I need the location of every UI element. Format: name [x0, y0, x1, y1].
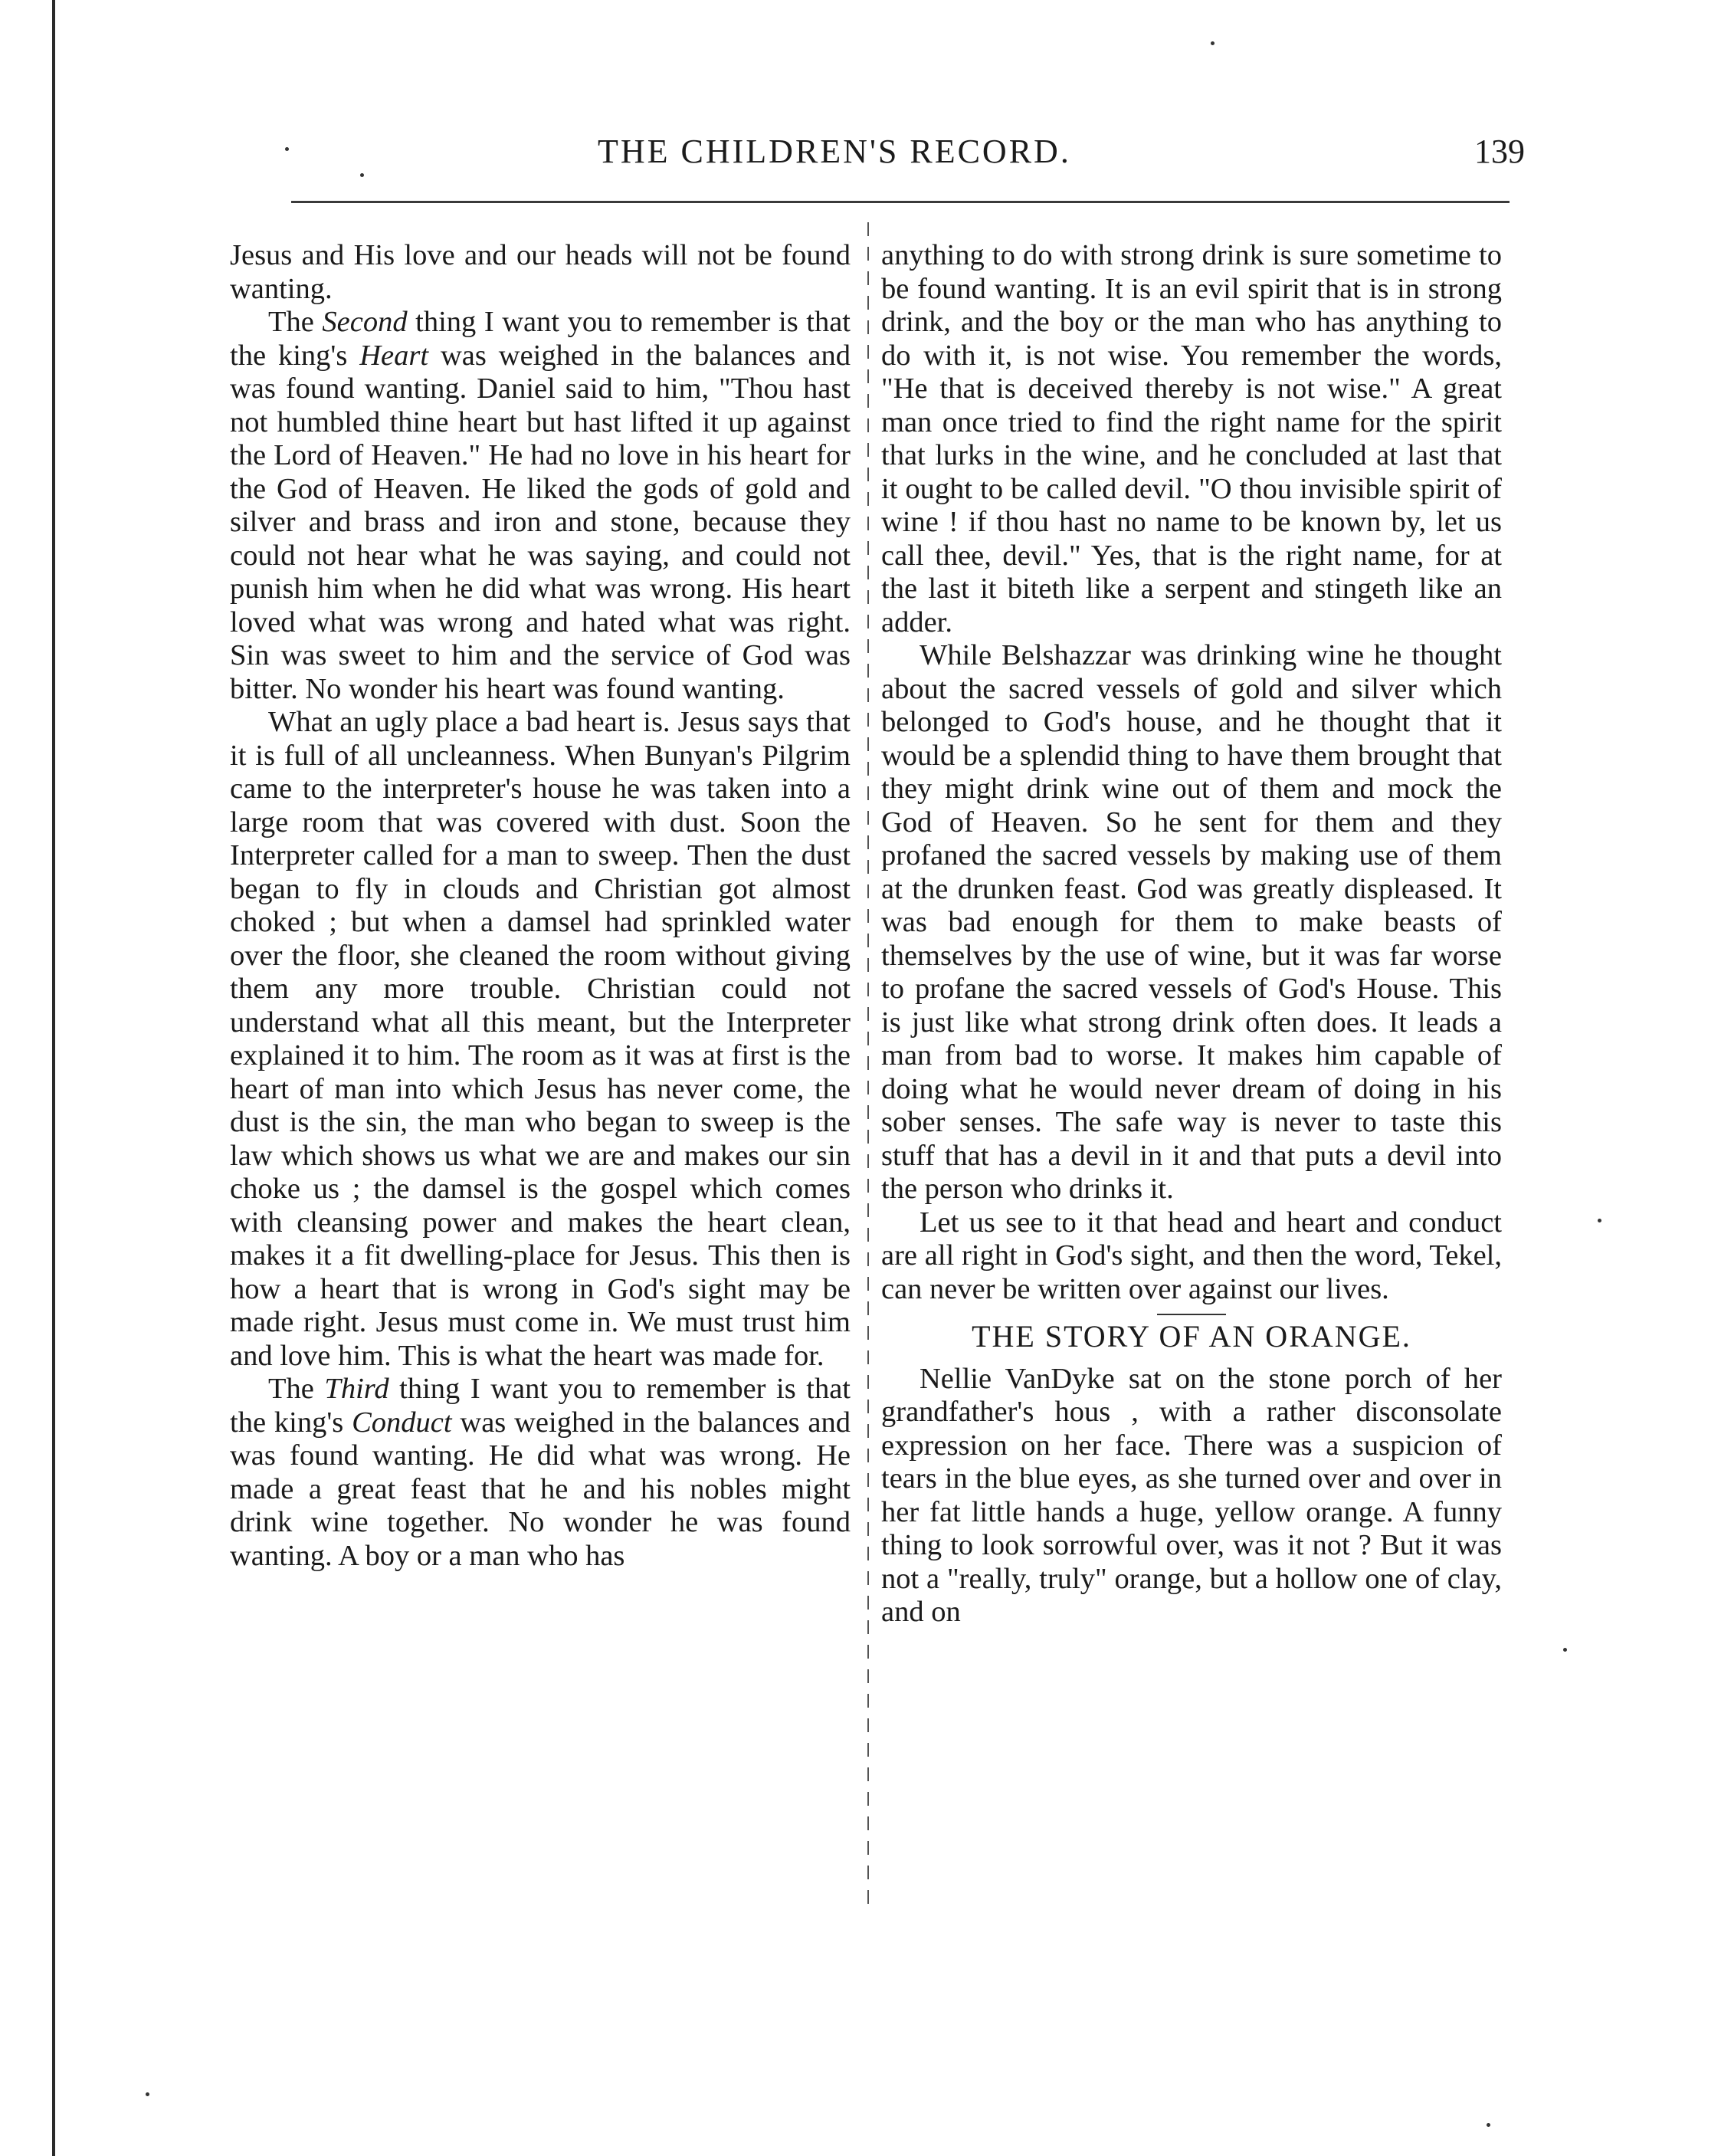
header-title: THE CHILDREN'S RECORD.: [598, 133, 1071, 170]
section-title: THE STORY OF AN ORANGE.: [972, 1319, 1411, 1354]
column-divider: [867, 222, 869, 1908]
text-run: was weighed in the balances and was found wanting. Daniel said to him, "Thou hast not humbled thine heart but hast lifted it up against the Lord of Heaven." He had no love in his heart for the God of Heaven. He liked the gods of gold and silver and brass and iron and stone, because they could not hear what he was saying, and could not punish him when he did what was wrong. His heart loved what was wrong and hated what was right. Sin was sweet to him and the service of God was bitter. No wonder his heart was found wanting.: [230, 339, 851, 705]
paragraph: What an ugly place a bad heart is. Jesus says that it is full of all uncleanness. When Bunyan's Pilgrim came to the interpreter's house he was taken into a large room that was covered with dust. Soon the Interpreter called for a man to sweep. Then the dust began to fly in clouds and Christian got almost choked ; but when a damsel had sprinkled water over the floor, she cleaned the room without giving them any more trouble. Christian could not understand what all this meant, but the Interpreter explained it to him. The room as it was at first is the heart of man into which Jesus has never come, the dust is the sin, the man who began to sweep is the law which shows us what we are and makes our sin choke us ; the damsel is the gospel which comes with cleansing power and makes the heart clean, makes it a fit dwelling-place for Jesus. This then is how a heart that is wrong in God's sight may be made right. Jesus must come in. We must trust him and love him. This is what the heart was made for.: [230, 706, 851, 1372]
italic-term: Conduct: [352, 1406, 452, 1439]
paragraph: Jesus and His love and our heads will not be found wanting.: [230, 239, 851, 305]
paragraph: [230, 1373, 851, 1573]
text-run: thing I want you to remember is that the king's: [230, 1373, 851, 1439]
text-run: thing I want you to remember is that the king's: [230, 306, 851, 372]
left-column: [230, 239, 851, 1573]
section-divider: [1157, 1314, 1226, 1315]
page-number: 139: [1474, 133, 1525, 170]
paragraph: anything to do with strong drink is sure sometime to be found wanting. It is an evil spirit that is in strong drink, and the boy or the man who has anything to do with it, is not wise. You remember the words, "He that is deceived thereby is not wise." A great man once tried to find the right name for the spirit that lurks in the wine, and he concluded at last that it ought to be called devil. "O thou invisible spirit of wine ! if thou hast no name to be known by, let us call thee, devil." Yes, that is the right name, for at the last it biteth like a serpent and stingeth like an adder.: [881, 239, 1502, 638]
running-header: [230, 132, 1525, 181]
text-run: The: [268, 306, 323, 338]
scan-speck: [1487, 2123, 1490, 2127]
scan-speck: [1211, 41, 1215, 45]
paragraph: While Belshazzar was drinking wine he thought about the sacred vessels of gold and silver which belonged to God's house, and he thought that it would be a splendid thing to have them brought that they might drink wine out of them and mock the God of Heaven. So he sent for them and they profaned the sacred vessels by making use of them at the drunken feast. God was greatly displeased. It was bad enough for them to make beasts of themselves by the use of wine, but it was far worse to profane the sacred vessels of God's House. This is just like what strong drink often does. It leads a man from bad to worse. It makes him capable of doing what he would never dream of doing in his sober senses. The safe way is never to taste this stuff that has a devil in it and that puts a devil into the person who drinks it.: [881, 639, 1502, 1205]
right-column: [881, 239, 1502, 1629]
paragraph: [230, 306, 851, 706]
scan-speck: [285, 147, 289, 151]
scan-speck: [1598, 1219, 1601, 1222]
paragraph: Let us see to it that head and heart and conduct are all right in God's sight, and then the word, Tekel, can never be written over against our lives.: [881, 1206, 1502, 1305]
italic-term: Third: [324, 1373, 389, 1405]
scan-speck: [360, 173, 364, 177]
scan-speck: [1563, 1648, 1567, 1652]
italic-term: Second: [322, 306, 408, 338]
binding-margin-line: [52, 0, 55, 2156]
scan-speck: [146, 2092, 149, 2096]
header-rule: [291, 201, 1510, 203]
text-run: The: [268, 1373, 325, 1405]
text-run: was weighed in the balances and was found wanting. He did what was wrong. He made a great feast that he and his nobles might drink wine together. No wonder he was found wanting. A boy or a man who has: [230, 1406, 851, 1572]
paragraph: Nellie VanDyke sat on the stone porch of her grandfather's hous , with a rather disconsolate expression on her face. There was a suspicion of tears in the blue eyes, as she turned over and over in her fat little hands a huge, yellow orange. A funny thing to look sorrowful over, was it not ? But it was not a "really, truly" orange, but a hollow one of clay, and on: [881, 1362, 1502, 1628]
italic-term: Heart: [359, 339, 429, 372]
